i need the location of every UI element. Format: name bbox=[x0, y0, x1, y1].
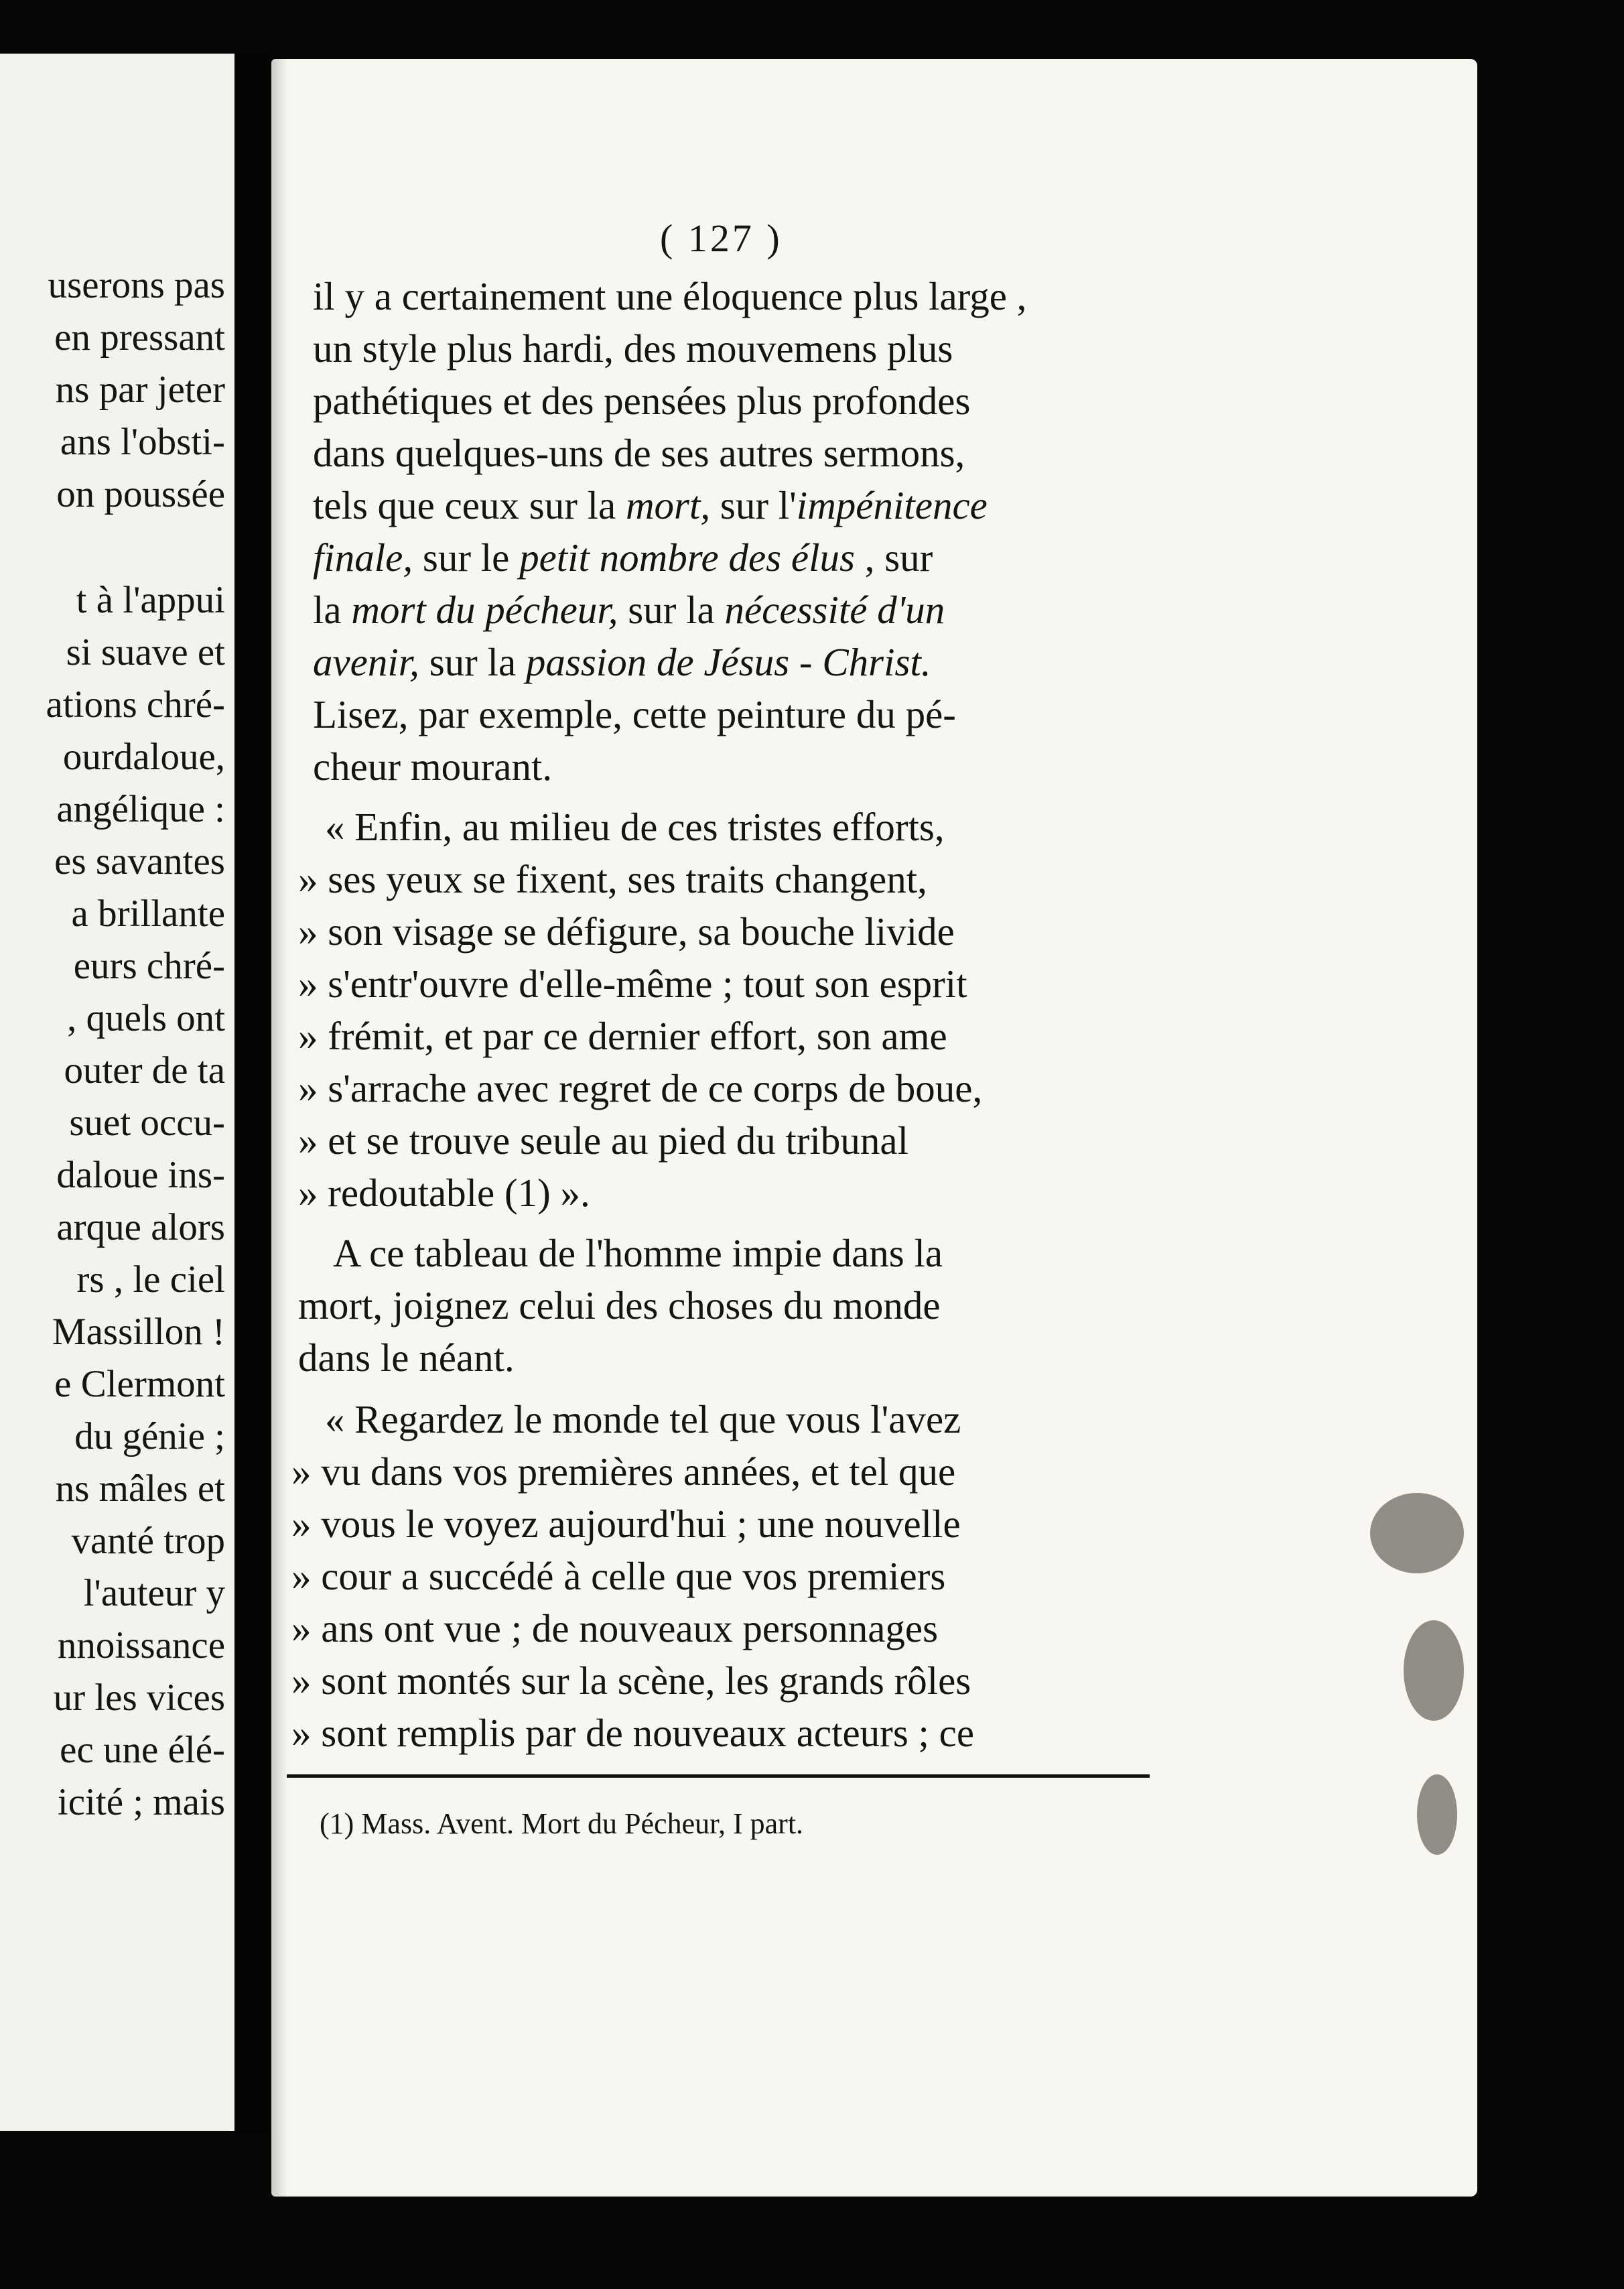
footnote: (1) Mass. Avent. Mort du Pécheur, I part. bbox=[320, 1807, 804, 1840]
left-line: ations chré- bbox=[46, 683, 225, 726]
left-line: l'auteur y bbox=[83, 1572, 225, 1614]
left-page-fragment bbox=[0, 54, 234, 2131]
quote-line: » cour a succédé à celle que vos premiers bbox=[291, 1554, 946, 1598]
right-page bbox=[271, 59, 1477, 2197]
book-gutter bbox=[234, 54, 271, 2138]
left-line: angélique : bbox=[56, 788, 225, 830]
left-line: t à l'appui bbox=[76, 579, 225, 621]
text-line: Lisez, par exemple, cette peinture du pé- bbox=[313, 692, 956, 736]
left-line: ns mâles et bbox=[55, 1467, 225, 1510]
left-line: on poussée bbox=[56, 473, 225, 515]
text-line: dans quelques-uns de ses autres sermons, bbox=[313, 431, 965, 475]
left-line: ns par jeter bbox=[55, 369, 225, 411]
left-line: ourdaloue, bbox=[62, 736, 225, 778]
page-number: ( 127 ) bbox=[660, 216, 783, 260]
left-line: en pressant bbox=[54, 316, 225, 358]
left-line: a brillante bbox=[71, 893, 225, 935]
left-line: outer de ta bbox=[64, 1049, 225, 1092]
text-line: finale, sur le petit nombre des élus , sur bbox=[313, 535, 933, 580]
quote-line: » redoutable (1) ». bbox=[298, 1171, 590, 1215]
left-line: daloue ins- bbox=[56, 1154, 225, 1196]
left-line: ur les vices bbox=[53, 1677, 225, 1719]
paper-stain bbox=[1370, 1493, 1464, 1573]
quote-line: « Enfin, au milieu de ces tristes efforts, bbox=[325, 805, 945, 849]
left-line: , quels ont bbox=[67, 997, 225, 1039]
left-line: ec une élé- bbox=[60, 1729, 225, 1771]
quote-line: » frémit, et par ce dernier effort, son ame bbox=[298, 1014, 947, 1058]
quote-line: » et se trouve seule au pied du tribunal bbox=[298, 1118, 908, 1163]
text-line: cheur mourant. bbox=[313, 744, 553, 789]
text-line: il y a certainement une éloquence plus large , bbox=[313, 274, 1027, 318]
quote-line: » vous le voyez aujourd'hui ; une nouvelle bbox=[291, 1502, 961, 1546]
left-line: du génie ; bbox=[74, 1415, 225, 1457]
left-line: Massillon ! bbox=[52, 1311, 225, 1353]
quote-line: » vu dans vos premières années, et tel que bbox=[291, 1449, 956, 1494]
quote-line: » s'entr'ouvre d'elle-même ; tout son esprit bbox=[298, 962, 967, 1006]
quote-line: » son visage se défigure, sa bouche livide bbox=[298, 909, 955, 954]
left-line: vanté trop bbox=[71, 1520, 225, 1562]
left-line: si suave et bbox=[66, 631, 225, 673]
quote-line: » sont remplis par de nouveaux acteurs ; ce bbox=[291, 1711, 975, 1755]
quote-line: » ans ont vue ; de nouveaux personnages bbox=[291, 1606, 939, 1650]
text-line: mort, joignez celui des choses du monde bbox=[298, 1283, 941, 1327]
page-edge-shadow bbox=[271, 59, 287, 2197]
quote-line: » sont montés sur la scène, les grands rôles bbox=[291, 1658, 971, 1703]
left-line: nnoissance bbox=[57, 1624, 225, 1666]
left-line: icité ; mais bbox=[57, 1781, 225, 1823]
left-line: ans l'obsti- bbox=[60, 421, 225, 463]
left-line: userons pas bbox=[48, 264, 225, 306]
footnote-rule bbox=[287, 1774, 1150, 1778]
text-line: pathétiques et des pensées plus profondes bbox=[313, 379, 971, 423]
text-line: dans le néant. bbox=[298, 1335, 515, 1380]
quote-line: « Regardez le monde tel que vous l'avez bbox=[325, 1397, 961, 1441]
left-line: es savantes bbox=[54, 840, 225, 882]
text-line: tels que ceux sur la mort, sur l'impénitence bbox=[313, 483, 988, 527]
text-line: la mort du pécheur, sur la nécessité d'un bbox=[313, 588, 945, 632]
text-line: un style plus hardi, des mouvemens plus bbox=[313, 326, 953, 371]
quote-line: » s'arrache avec regret de ce corps de boue, bbox=[298, 1066, 983, 1110]
paper-stain bbox=[1417, 1774, 1457, 1855]
text-line: avenir, sur la passion de Jésus - Christ. bbox=[313, 640, 931, 684]
left-line: e Clermont bbox=[54, 1363, 225, 1405]
quote-line: » ses yeux se fixent, ses traits changent, bbox=[298, 857, 927, 901]
paper-stain bbox=[1404, 1620, 1464, 1721]
left-line: arque alors bbox=[56, 1206, 225, 1248]
left-line: suet occu- bbox=[69, 1102, 225, 1144]
left-line: rs , le ciel bbox=[76, 1258, 225, 1301]
left-line: eurs chré- bbox=[73, 945, 225, 987]
text-line: A ce tableau de l'homme impie dans la bbox=[333, 1231, 943, 1275]
